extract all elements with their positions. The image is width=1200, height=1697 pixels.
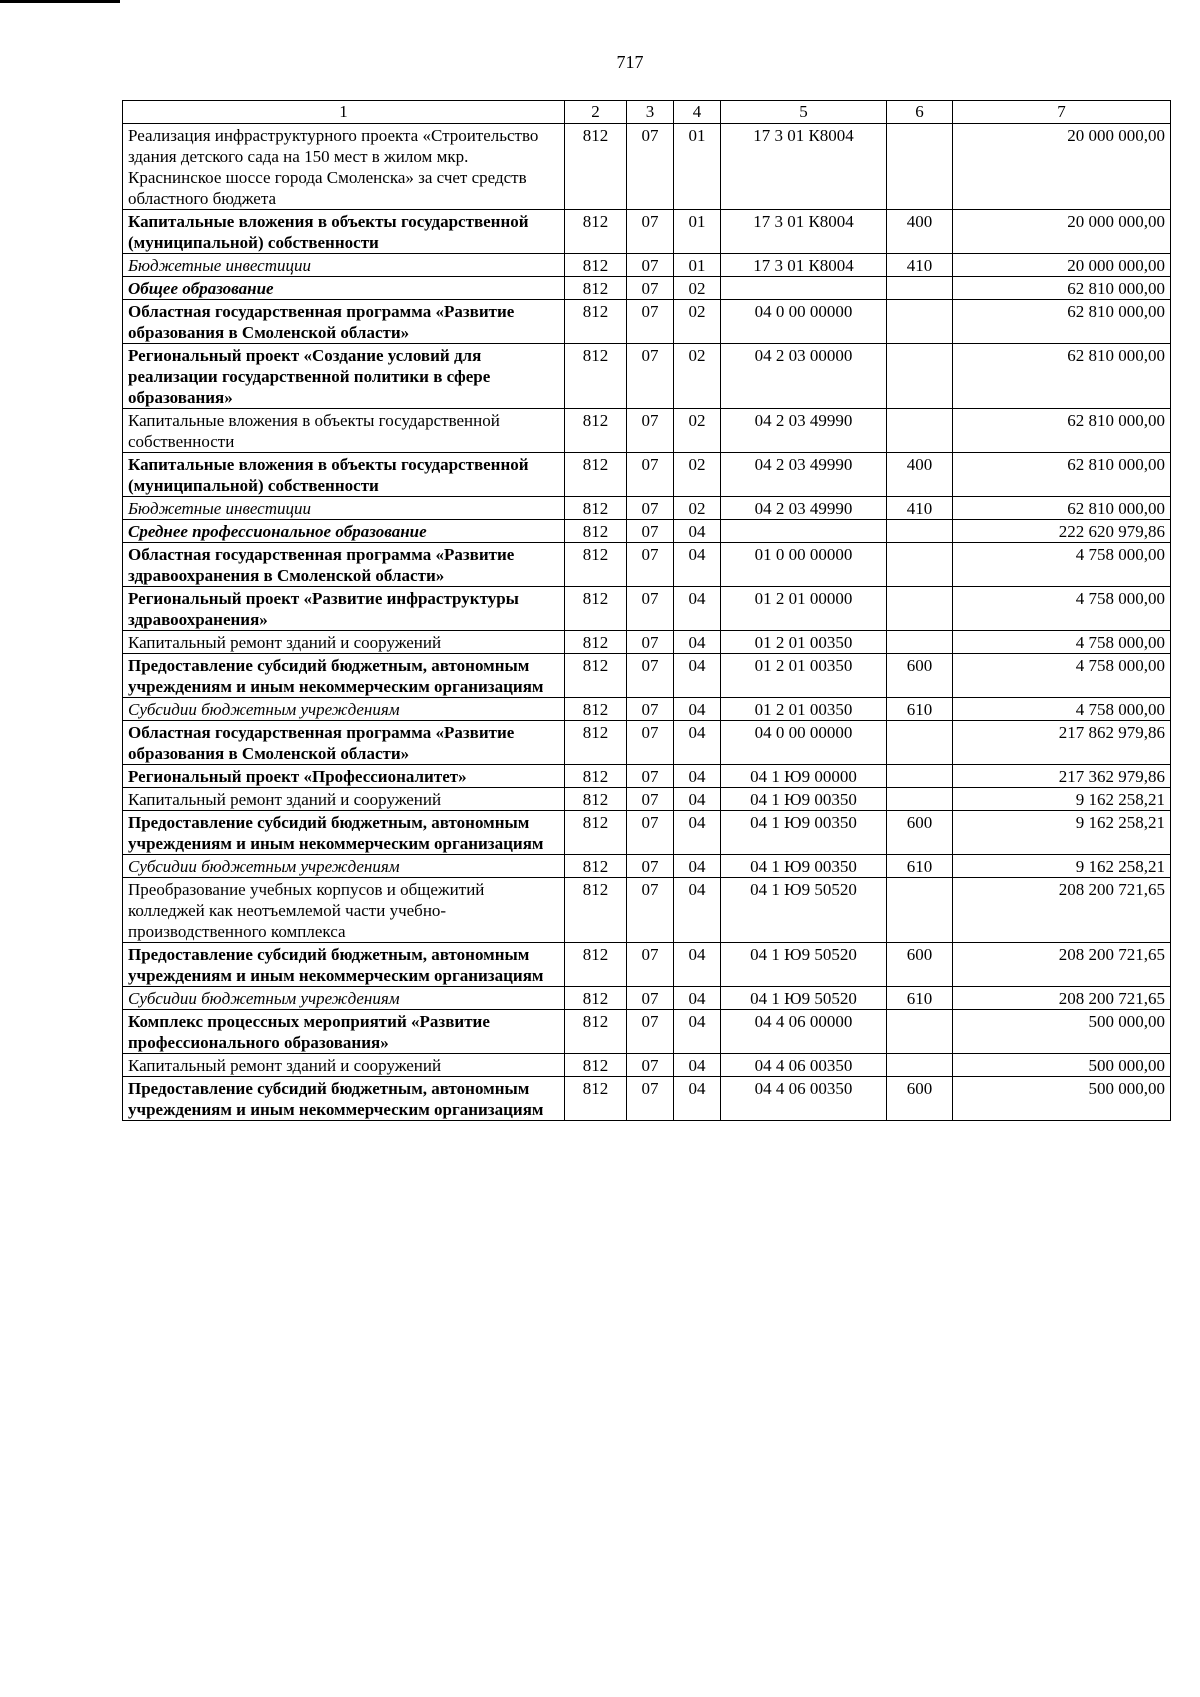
admin-code-cell: 812	[565, 543, 627, 587]
section-code-cell: 07	[627, 654, 674, 698]
table-row	[123, 344, 1171, 409]
amount-cell: 9 162 258,21	[953, 788, 1171, 811]
expense-type-cell: 400	[887, 210, 953, 254]
target-article-cell	[721, 520, 887, 543]
subsection-code-cell: 02	[674, 300, 721, 344]
target-article-cell: 04 1 Ю9 00000	[721, 765, 887, 788]
header-row	[123, 101, 1171, 124]
admin-code-cell: 812	[565, 124, 627, 210]
table-row	[123, 124, 1171, 210]
amount-cell: 62 810 000,00	[953, 344, 1171, 409]
row-name-cell: Общее образование	[123, 277, 565, 300]
expense-type-cell: 410	[887, 254, 953, 277]
row-name-cell: Областная государственная программа «Развитие образования в Смоленской области»	[123, 300, 565, 344]
admin-code-cell: 812	[565, 1054, 627, 1077]
amount-cell: 62 810 000,00	[953, 453, 1171, 497]
amount-cell: 4 758 000,00	[953, 698, 1171, 721]
row-name-cell: Субсидии бюджетным учреждениям	[123, 987, 565, 1010]
target-article-cell: 01 2 01 00000	[721, 587, 887, 631]
expense-type-cell	[887, 721, 953, 765]
subsection-code-cell: 04	[674, 943, 721, 987]
subsection-code-cell: 02	[674, 409, 721, 453]
table-row	[123, 765, 1171, 788]
row-name-cell: Капитальный ремонт зданий и сооружений	[123, 631, 565, 654]
table-row	[123, 1010, 1171, 1054]
subsection-code-cell: 02	[674, 453, 721, 497]
amount-cell: 500 000,00	[953, 1054, 1171, 1077]
expense-type-cell: 600	[887, 943, 953, 987]
admin-code-cell: 812	[565, 855, 627, 878]
target-article-cell	[721, 277, 887, 300]
table-row	[123, 654, 1171, 698]
target-article-cell: 01 2 01 00350	[721, 654, 887, 698]
target-article-cell: 04 4 06 00000	[721, 1010, 887, 1054]
subsection-code-cell: 04	[674, 587, 721, 631]
section-code-cell: 07	[627, 124, 674, 210]
expense-type-cell	[887, 788, 953, 811]
subsection-code-cell: 01	[674, 210, 721, 254]
amount-cell: 62 810 000,00	[953, 300, 1171, 344]
row-name-cell: Предоставление субсидий бюджетным, автономным учреждениям и иным некоммерческим организациям	[123, 943, 565, 987]
expense-type-cell	[887, 587, 953, 631]
row-name-cell: Субсидии бюджетным учреждениям	[123, 698, 565, 721]
expense-type-cell: 610	[887, 855, 953, 878]
expense-type-cell: 410	[887, 497, 953, 520]
admin-code-cell: 812	[565, 497, 627, 520]
amount-cell: 20 000 000,00	[953, 210, 1171, 254]
section-code-cell: 07	[627, 543, 674, 587]
target-article-cell: 01 2 01 00350	[721, 698, 887, 721]
table-row	[123, 987, 1171, 1010]
section-code-cell: 07	[627, 631, 674, 654]
target-article-cell: 04 2 03 49990	[721, 453, 887, 497]
row-name-cell: Капитальные вложения в объекты государственной собственности	[123, 409, 565, 453]
amount-cell: 208 200 721,65	[953, 987, 1171, 1010]
subsection-code-cell: 04	[674, 765, 721, 788]
admin-code-cell: 812	[565, 721, 627, 765]
section-code-cell: 07	[627, 254, 674, 277]
header-cell: 3	[627, 101, 674, 124]
table-row	[123, 811, 1171, 855]
section-code-cell: 07	[627, 344, 674, 409]
section-code-cell: 07	[627, 698, 674, 721]
section-code-cell: 07	[627, 587, 674, 631]
expense-type-cell	[887, 277, 953, 300]
section-code-cell: 07	[627, 1077, 674, 1121]
amount-cell: 208 200 721,65	[953, 878, 1171, 943]
subsection-code-cell: 04	[674, 878, 721, 943]
subsection-code-cell: 04	[674, 855, 721, 878]
row-name-cell: Предоставление субсидий бюджетным, автономным учреждениям и иным некоммерческим организациям	[123, 654, 565, 698]
row-name-cell: Региональный проект «Создание условий для реализации государственной политики в сфере образования»	[123, 344, 565, 409]
header-cell: 1	[123, 101, 565, 124]
row-name-cell: Бюджетные инвестиции	[123, 254, 565, 277]
expense-type-cell: 600	[887, 654, 953, 698]
subsection-code-cell: 04	[674, 788, 721, 811]
table-row	[123, 520, 1171, 543]
section-code-cell: 07	[627, 765, 674, 788]
amount-cell: 222 620 979,86	[953, 520, 1171, 543]
subsection-code-cell: 04	[674, 811, 721, 855]
table-row	[123, 1077, 1171, 1121]
expense-type-cell: 600	[887, 811, 953, 855]
target-article-cell: 04 4 06 00350	[721, 1054, 887, 1077]
subsection-code-cell: 02	[674, 277, 721, 300]
subsection-code-cell: 01	[674, 254, 721, 277]
table-row	[123, 497, 1171, 520]
table-row	[123, 587, 1171, 631]
section-code-cell: 07	[627, 277, 674, 300]
amount-cell: 208 200 721,65	[953, 943, 1171, 987]
admin-code-cell: 812	[565, 409, 627, 453]
row-name-cell: Комплекс процессных мероприятий «Развитие профессионального образования»	[123, 1010, 565, 1054]
admin-code-cell: 812	[565, 698, 627, 721]
admin-code-cell: 812	[565, 943, 627, 987]
row-name-cell: Субсидии бюджетным учреждениям	[123, 855, 565, 878]
section-code-cell: 07	[627, 210, 674, 254]
page-number: 717	[616, 52, 644, 72]
subsection-code-cell: 04	[674, 543, 721, 587]
expense-type-cell	[887, 300, 953, 344]
admin-code-cell: 812	[565, 878, 627, 943]
amount-cell: 20 000 000,00	[953, 254, 1171, 277]
admin-code-cell: 812	[565, 520, 627, 543]
header-cell: 7	[953, 101, 1171, 124]
section-code-cell: 07	[627, 300, 674, 344]
section-code-cell: 07	[627, 987, 674, 1010]
subsection-code-cell: 02	[674, 497, 721, 520]
expense-type-cell	[887, 1054, 953, 1077]
admin-code-cell: 812	[565, 453, 627, 497]
amount-cell: 62 810 000,00	[953, 409, 1171, 453]
expense-type-cell: 400	[887, 453, 953, 497]
subsection-code-cell: 01	[674, 124, 721, 210]
table-row	[123, 254, 1171, 277]
table-row	[123, 543, 1171, 587]
target-article-cell: 04 1 Ю9 00350	[721, 811, 887, 855]
row-name-cell: Бюджетные инвестиции	[123, 497, 565, 520]
target-article-cell: 01 0 00 00000	[721, 543, 887, 587]
header-cell: 2	[565, 101, 627, 124]
expense-type-cell	[887, 878, 953, 943]
table-row	[123, 855, 1171, 878]
subsection-code-cell: 04	[674, 698, 721, 721]
amount-cell: 62 810 000,00	[953, 277, 1171, 300]
target-article-cell: 04 1 Ю9 50520	[721, 943, 887, 987]
header-cell: 4	[674, 101, 721, 124]
admin-code-cell: 812	[565, 631, 627, 654]
admin-code-cell: 812	[565, 1077, 627, 1121]
section-code-cell: 07	[627, 520, 674, 543]
header-cell: 5	[721, 101, 887, 124]
section-code-cell: 07	[627, 1054, 674, 1077]
target-article-cell: 17 3 01 К8004	[721, 124, 887, 210]
expense-type-cell: 600	[887, 1077, 953, 1121]
amount-cell: 500 000,00	[953, 1010, 1171, 1054]
section-code-cell: 07	[627, 453, 674, 497]
target-article-cell: 01 2 01 00350	[721, 631, 887, 654]
row-name-cell: Областная государственная программа «Развитие здравоохранения в Смоленской области»	[123, 543, 565, 587]
target-article-cell: 04 2 03 49990	[721, 497, 887, 520]
expense-type-cell	[887, 409, 953, 453]
target-article-cell: 04 0 00 00000	[721, 721, 887, 765]
admin-code-cell: 812	[565, 210, 627, 254]
table-row	[123, 210, 1171, 254]
expense-type-cell: 610	[887, 987, 953, 1010]
expense-type-cell	[887, 1010, 953, 1054]
target-article-cell: 04 4 06 00350	[721, 1077, 887, 1121]
admin-code-cell: 812	[565, 1010, 627, 1054]
subsection-code-cell: 04	[674, 1054, 721, 1077]
row-name-cell: Региональный проект «Профессионалитет»	[123, 765, 565, 788]
section-code-cell: 07	[627, 943, 674, 987]
amount-cell: 20 000 000,00	[953, 124, 1171, 210]
header-cell: 6	[887, 101, 953, 124]
amount-cell: 4 758 000,00	[953, 654, 1171, 698]
table-row	[123, 721, 1171, 765]
table-row	[123, 453, 1171, 497]
expense-type-cell	[887, 765, 953, 788]
section-code-cell: 07	[627, 878, 674, 943]
subsection-code-cell: 04	[674, 1010, 721, 1054]
row-name-cell: Среднее профессиональное образование	[123, 520, 565, 543]
target-article-cell: 04 1 Ю9 00350	[721, 855, 887, 878]
admin-code-cell: 812	[565, 300, 627, 344]
section-code-cell: 07	[627, 721, 674, 765]
section-code-cell: 07	[627, 788, 674, 811]
amount-cell: 217 362 979,86	[953, 765, 1171, 788]
subsection-code-cell: 02	[674, 344, 721, 409]
table-row	[123, 631, 1171, 654]
subsection-code-cell: 04	[674, 654, 721, 698]
expense-type-cell	[887, 344, 953, 409]
top-rule	[0, 0, 120, 3]
expense-type-cell	[887, 520, 953, 543]
row-name-cell: Преобразование учебных корпусов и общежитий колледжей как неотъемлемой части учебно-производственного комплекса	[123, 878, 565, 943]
table-row	[123, 300, 1171, 344]
budget-table	[122, 100, 1171, 1121]
admin-code-cell: 812	[565, 811, 627, 855]
target-article-cell: 04 2 03 00000	[721, 344, 887, 409]
row-name-cell: Капитальные вложения в объекты государственной (муниципальной) собственности	[123, 453, 565, 497]
row-name-cell: Капитальные вложения в объекты государственной (муниципальной) собственности	[123, 210, 565, 254]
subsection-code-cell: 04	[674, 721, 721, 765]
amount-cell: 4 758 000,00	[953, 543, 1171, 587]
table-row	[123, 788, 1171, 811]
subsection-code-cell: 04	[674, 520, 721, 543]
target-article-cell: 04 0 00 00000	[721, 300, 887, 344]
section-code-cell: 07	[627, 409, 674, 453]
table-row	[123, 277, 1171, 300]
target-article-cell: 04 2 03 49990	[721, 409, 887, 453]
expense-type-cell	[887, 631, 953, 654]
amount-cell: 4 758 000,00	[953, 587, 1171, 631]
table-row	[123, 698, 1171, 721]
row-name-cell: Предоставление субсидий бюджетным, автономным учреждениям и иным некоммерческим организациям	[123, 1077, 565, 1121]
table-row	[123, 943, 1171, 987]
subsection-code-cell: 04	[674, 987, 721, 1010]
table-row	[123, 409, 1171, 453]
target-article-cell: 17 3 01 К8004	[721, 254, 887, 277]
row-name-cell: Предоставление субсидий бюджетным, автономным учреждениям и иным некоммерческим организациям	[123, 811, 565, 855]
target-article-cell: 04 1 Ю9 50520	[721, 878, 887, 943]
amount-cell: 4 758 000,00	[953, 631, 1171, 654]
admin-code-cell: 812	[565, 344, 627, 409]
amount-cell: 217 862 979,86	[953, 721, 1171, 765]
target-article-cell: 17 3 01 К8004	[721, 210, 887, 254]
table-row	[123, 1054, 1171, 1077]
row-name-cell: Капитальный ремонт зданий и сооружений	[123, 1054, 565, 1077]
table-row	[123, 878, 1171, 943]
row-name-cell: Капитальный ремонт зданий и сооружений	[123, 788, 565, 811]
amount-cell: 9 162 258,21	[953, 855, 1171, 878]
expense-type-cell: 610	[887, 698, 953, 721]
admin-code-cell: 812	[565, 788, 627, 811]
row-name-cell: Региональный проект «Развитие инфраструктуры здравоохранения»	[123, 587, 565, 631]
admin-code-cell: 812	[565, 987, 627, 1010]
row-name-cell: Областная государственная программа «Развитие образования в Смоленской области»	[123, 721, 565, 765]
row-name-cell: Реализация инфраструктурного проекта «Строительство здания детского сада на 150 мест в жилом мкр. Краснинское шоссе города Смоленска» за счет средств областного бюджета	[123, 124, 565, 210]
section-code-cell: 07	[627, 811, 674, 855]
subsection-code-cell: 04	[674, 1077, 721, 1121]
admin-code-cell: 812	[565, 587, 627, 631]
amount-cell: 9 162 258,21	[953, 811, 1171, 855]
expense-type-cell	[887, 124, 953, 210]
subsection-code-cell: 04	[674, 631, 721, 654]
target-article-cell: 04 1 Ю9 00350	[721, 788, 887, 811]
section-code-cell: 07	[627, 855, 674, 878]
amount-cell: 500 000,00	[953, 1077, 1171, 1121]
admin-code-cell: 812	[565, 254, 627, 277]
amount-cell: 62 810 000,00	[953, 497, 1171, 520]
target-article-cell: 04 1 Ю9 50520	[721, 987, 887, 1010]
admin-code-cell: 812	[565, 765, 627, 788]
section-code-cell: 07	[627, 497, 674, 520]
admin-code-cell: 812	[565, 277, 627, 300]
admin-code-cell: 812	[565, 654, 627, 698]
section-code-cell: 07	[627, 1010, 674, 1054]
expense-type-cell	[887, 543, 953, 587]
